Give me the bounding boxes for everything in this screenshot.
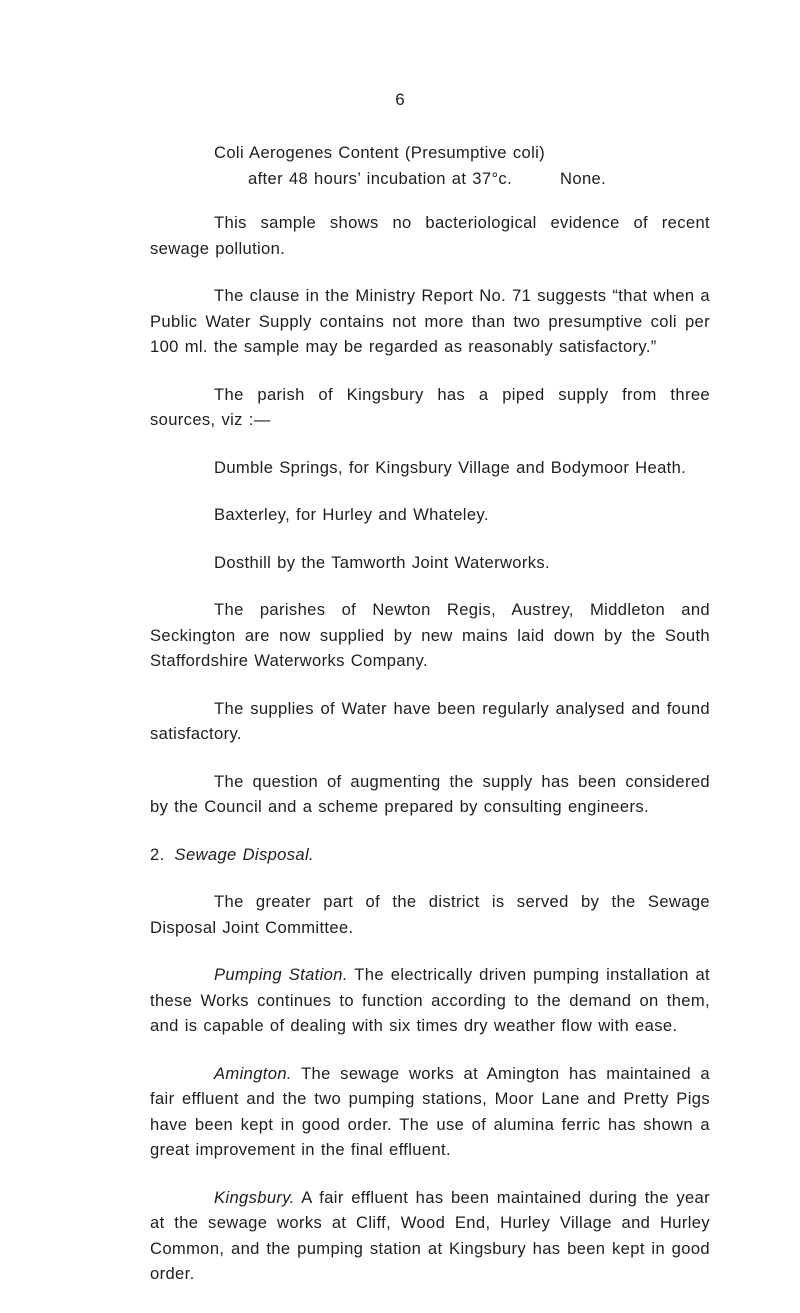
pumping-station-text: The electrically driven pumping installation at these Works continues to function according to the demand on them, and is capable of dealing with six times dry weather flow with ease. bbox=[150, 965, 710, 1035]
page-number: 6 bbox=[395, 90, 405, 109]
parishes-paragraph: The parishes of Newton Regis, Austrey, Middleton and Seckington are now supplied by new mains laid down by the South Staffordshire Waterworks Company. bbox=[150, 600, 710, 670]
kingsbury-paragraph bbox=[150, 1185, 710, 1287]
source-item-dosthill: Dosthill by the Tamworth Joint Waterworks. bbox=[214, 552, 551, 572]
pumping-station-paragraph bbox=[150, 962, 710, 1039]
sample-paragraph: This sample shows no bacteriological evidence of recent sewage pollution. bbox=[150, 213, 710, 258]
coli-incubation-line bbox=[150, 166, 710, 192]
question-paragraph: The question of augmenting the supply has been considered by the Council and a scheme prepared by consulting engineers. bbox=[150, 771, 710, 816]
pumping-station-title: Pumping Station. bbox=[214, 965, 348, 984]
coli-content-line: Coli Aerogenes Content (Presumptive coli) bbox=[214, 143, 546, 162]
section-heading bbox=[150, 842, 710, 868]
clause-paragraph: The clause in the Ministry Report No. 71 suggests “that when a Public Water Supply contains not more than two presumptive coli per 100 ml. the sample may be regarded as reasonably satisfactory.” bbox=[150, 286, 710, 356]
greater-part-paragraph: The greater part of the district is served by the Sewage Disposal Joint Committee. bbox=[150, 892, 710, 937]
parish-paragraph: The parish of Kingsbury has a piped supply from three sources, viz :— bbox=[150, 384, 710, 429]
section-number: 2. bbox=[150, 844, 165, 864]
section-title: Sewage Disposal. bbox=[174, 844, 314, 864]
amington-paragraph bbox=[150, 1061, 710, 1163]
supplies-paragraph: The supplies of Water have been regularly analysed and found satisfactory. bbox=[150, 698, 710, 743]
body-text bbox=[150, 140, 710, 1287]
source-item-dumble: Dumble Springs, for Kingsbury Village and Bodymoor Heath. bbox=[214, 457, 687, 477]
coli-result: None. bbox=[560, 168, 607, 188]
amington-text: The sewage works at Amington has maintained a fair effluent and the two pumping stations, Moor Lane and Pretty Pigs have been kept in good order. The use of alumina ferric has shown a great improvement in the final effluent. bbox=[150, 1063, 710, 1159]
coli-incubation-text: after 48 hours’ incubation at 37°c. bbox=[248, 168, 513, 188]
amington-title: Amington. bbox=[214, 1063, 292, 1083]
kingsbury-title: Kingsbury. bbox=[214, 1187, 295, 1207]
source-item-baxterley: Baxterley, for Hurley and Whateley. bbox=[214, 505, 489, 524]
kingsbury-text: A fair effluent has been maintained during the year at the sewage works at Cliff, Wood End, Hurley Village and Hurley Common, and the pumping station at Kingsbury has been kept in good order. bbox=[150, 1187, 711, 1283]
